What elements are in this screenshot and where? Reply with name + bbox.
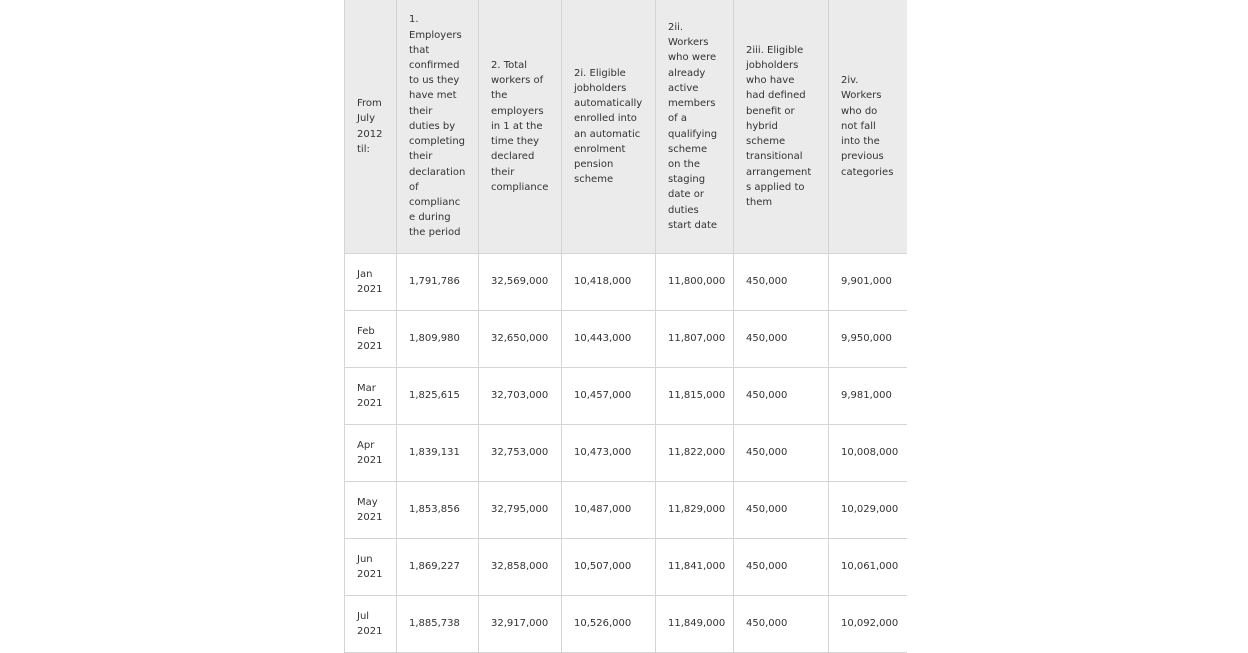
cell-transitional: 450,000 (734, 425, 829, 482)
cell-transitional: 450,000 (734, 368, 829, 425)
cell-period: May 2021 (345, 482, 397, 539)
header-row (345, 0, 907, 254)
cell-active-members: 11,807,000 (656, 311, 734, 368)
table-body (345, 254, 907, 653)
cell-auto-enrolled: 10,457,000 (562, 368, 656, 425)
cell-other-workers: 10,061,000 (829, 539, 907, 596)
table-row (345, 254, 907, 311)
header-employers-confirmed: 1. Employers that confirmed to us they have met their duties by completing their declaration of compliance during the period (397, 0, 479, 254)
cell-auto-enrolled: 10,443,000 (562, 311, 656, 368)
cell-employers: 1,885,738 (397, 596, 479, 653)
cell-employers: 1,791,786 (397, 254, 479, 311)
cell-transitional: 450,000 (734, 596, 829, 653)
cell-auto-enrolled: 10,526,000 (562, 596, 656, 653)
compliance-table-container (344, 0, 906, 653)
header-period: From July 2012 til: (345, 0, 397, 254)
cell-total-workers: 32,569,000 (479, 254, 562, 311)
table-row (345, 425, 907, 482)
cell-transitional: 450,000 (734, 311, 829, 368)
cell-total-workers: 32,917,000 (479, 596, 562, 653)
cell-transitional: 450,000 (734, 254, 829, 311)
cell-period: Mar 2021 (345, 368, 397, 425)
cell-other-workers: 10,029,000 (829, 482, 907, 539)
header-transitional-arrangements: 2iii. Eligible jobholders who have had defined benefit or hybrid scheme transitional arrangements applied to them (734, 0, 829, 254)
cell-auto-enrolled: 10,507,000 (562, 539, 656, 596)
cell-transitional: 450,000 (734, 482, 829, 539)
compliance-statistics-table (344, 0, 907, 653)
header-already-active-members: 2ii. Workers who were already active members of a qualifying scheme on the staging date or duties start date (656, 0, 734, 254)
cell-period: Jul 2021 (345, 596, 397, 653)
cell-active-members: 11,815,000 (656, 368, 734, 425)
cell-other-workers: 10,008,000 (829, 425, 907, 482)
cell-active-members: 11,800,000 (656, 254, 734, 311)
cell-other-workers: 9,950,000 (829, 311, 907, 368)
cell-employers: 1,809,980 (397, 311, 479, 368)
cell-employers: 1,839,131 (397, 425, 479, 482)
cell-other-workers: 9,901,000 (829, 254, 907, 311)
cell-auto-enrolled: 10,487,000 (562, 482, 656, 539)
header-other-workers: 2iv. Workers who do not fall into the previous categories (829, 0, 907, 254)
cell-other-workers: 10,092,000 (829, 596, 907, 653)
cell-total-workers: 32,650,000 (479, 311, 562, 368)
header-total-workers: 2. Total workers of the employers in 1 at the time they declared their compliance (479, 0, 562, 254)
cell-auto-enrolled: 10,473,000 (562, 425, 656, 482)
table-row (345, 311, 907, 368)
cell-total-workers: 32,795,000 (479, 482, 562, 539)
cell-total-workers: 32,858,000 (479, 539, 562, 596)
cell-active-members: 11,822,000 (656, 425, 734, 482)
cell-period: Apr 2021 (345, 425, 397, 482)
table-row (345, 482, 907, 539)
cell-auto-enrolled: 10,418,000 (562, 254, 656, 311)
cell-transitional: 450,000 (734, 539, 829, 596)
cell-active-members: 11,829,000 (656, 482, 734, 539)
cell-active-members: 11,849,000 (656, 596, 734, 653)
table-row (345, 368, 907, 425)
cell-period: Jun 2021 (345, 539, 397, 596)
header-auto-enrolled: 2i. Eligible jobholders automatically enrolled into an automatic enrolment pension scheme (562, 0, 656, 254)
cell-total-workers: 32,703,000 (479, 368, 562, 425)
cell-period: Feb 2021 (345, 311, 397, 368)
cell-active-members: 11,841,000 (656, 539, 734, 596)
cell-employers: 1,825,615 (397, 368, 479, 425)
cell-other-workers: 9,981,000 (829, 368, 907, 425)
table-header (345, 0, 907, 254)
cell-total-workers: 32,753,000 (479, 425, 562, 482)
table-row (345, 596, 907, 653)
cell-period: Jan 2021 (345, 254, 397, 311)
cell-employers: 1,853,856 (397, 482, 479, 539)
cell-employers: 1,869,227 (397, 539, 479, 596)
table-row (345, 539, 907, 596)
